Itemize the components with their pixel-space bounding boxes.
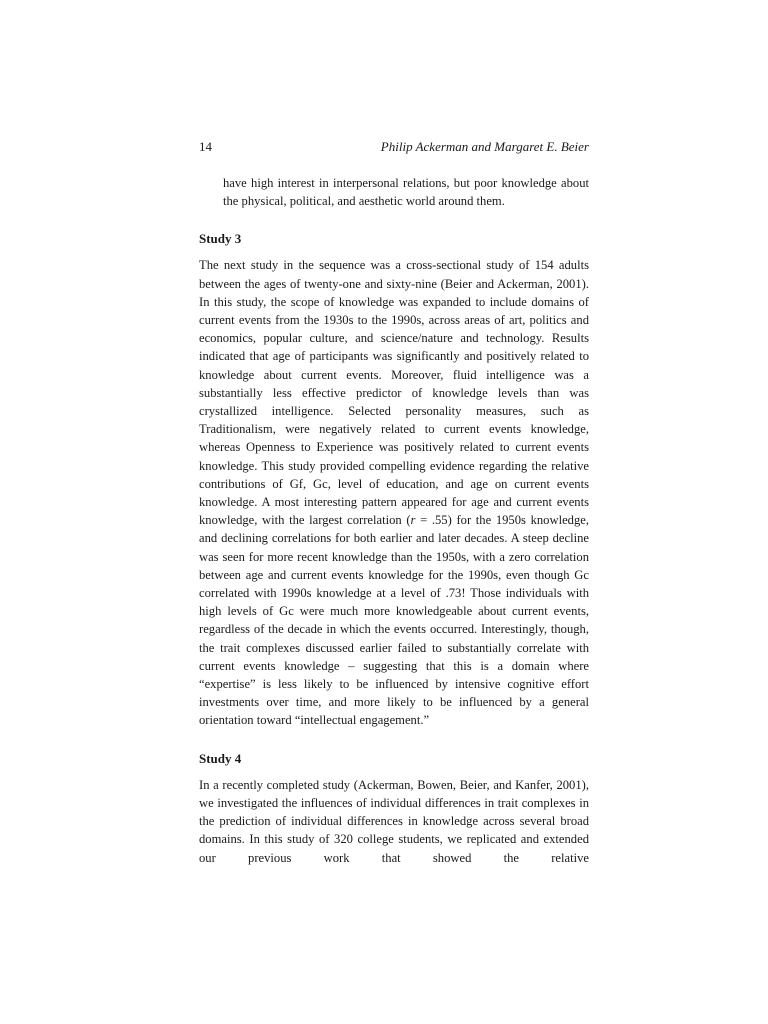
body-text [199, 174, 589, 867]
page-number: 14 [199, 139, 212, 154]
running-head [199, 137, 589, 157]
study-3-text-part-2: = .55) for the 1950s knowledge, and declining correlations for both earlier and later decades. A steep decline was seen for more recent knowledge than the 1950s, with a zero correlation between age and current events knowledge for the 1990s, even though Gc correlated with 1990s knowledge at a level of .73! Those individuals with high levels of Gc were much more knowledgeable about current events, regardless of the decade in which the events occurred. Interestingly, though, the trait complexes discussed earlier failed to substantially correlate with current events knowledge – suggesting that this is a domain where “expertise” is less likely to be influenced by intensive cognitive effort investments over time, and more likely to be influenced by a general orientation toward “intellectual engagement.” [199, 513, 589, 728]
book-page [199, 0, 589, 1024]
correlation-symbol: r [410, 513, 416, 528]
study-3-heading: Study 3 [199, 231, 242, 247]
study-3-text-part-1: The next study in the sequence was a cross-sectional study of 154 adults between the ages of twenty-one and sixty-nine (Beier and Ackerman, 2001). In this study, the scope of knowledge was expanded to include domains of current events from the 1930s to the 1990s, across areas of art, politics and economics, popular culture, and science/nature and technology. Results indicated that age of participants was significantly and positively related to knowledge about current events. Moreover, fluid intelligence was a substantially less effective predictor of knowledge levels than was crystallized intelligence. Selected personality measures, such as Traditionalism, were negatively related to current events knowledge, whereas Openness to Experience was positively related to current events knowledge. This study provided compelling evidence regarding the relative contributions of Gf, Gc, level of education, and age on current events knowledge. A most interesting pattern appeared for age and current events knowledge, with the largest correlation ( [199, 258, 589, 528]
continuation-paragraph: have high interest in interpersonal relations, but poor knowledge about the physical, political, and aesthetic world around them. [223, 176, 589, 209]
study-3-paragraph [199, 256, 589, 729]
running-title: Philip Ackerman and Margaret E. Beier [380, 139, 589, 154]
study-4-paragraph: In a recently completed study (Ackerman, Bowen, Beier, and Kanfer, 2001), we investigated the influences of individual differences in trait complexes in the prediction of individual differences in knowledge across several broad domains. In this study of 320 college students, we replicated and extended our previous work that showed the relative [199, 777, 589, 865]
study-4-heading: Study 4 [199, 750, 242, 766]
